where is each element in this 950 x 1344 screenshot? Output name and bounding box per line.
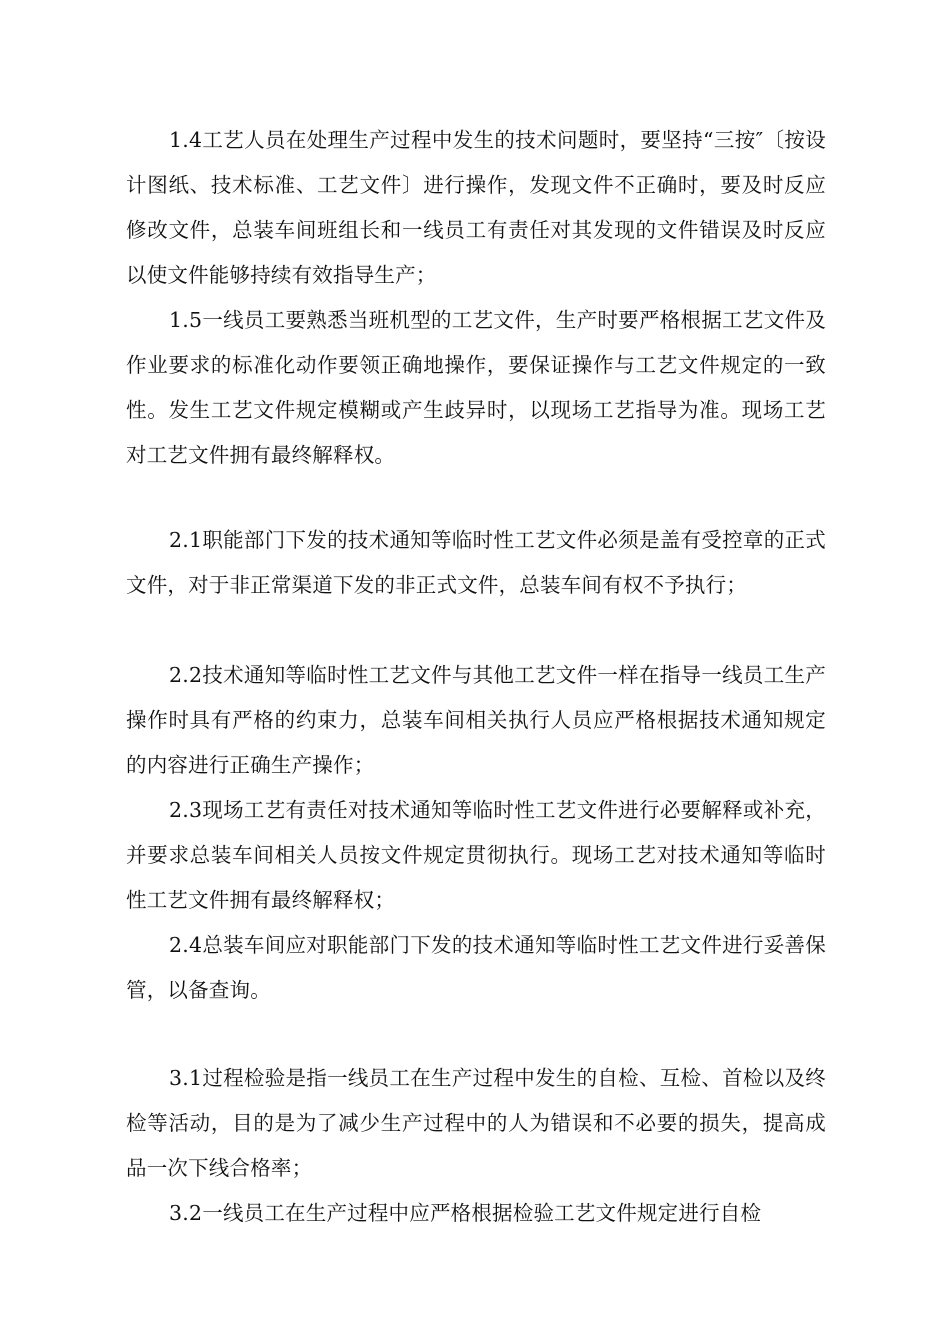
paragraph-2-1: 2.1职能部门下发的技术通知等临时性工艺文件必须是盖有受控章的正式文件，对于非正常渠道下发的非正式文件，总装车间有权不予执行； xyxy=(126,528,826,597)
paragraph-2-3: 2.3现场工艺有责任对技术通知等临时性工艺文件进行必要解释或补充，并要求总装车间相关人员按文件规定贯彻执行。现场工艺对技术通知等临时性工艺文件拥有最终解释权； xyxy=(126,798,826,912)
paragraph-2-4: 2.4总装车间应对职能部门下发的技术通知等临时性工艺文件进行妥善保管，以备查询。 xyxy=(126,933,826,1002)
paragraph-1-4: 1.4工艺人员在处理生产过程中发生的技术问题时，要坚持“三按″〔按设计图纸、技术标准、工艺文件〕进行操作，发现文件不正确时，要及时反应修改文件，总装车间班组长和一线员工有责任对其发现的文件错误及时反应以使文件能够持续有效指导生产； xyxy=(126,128,826,287)
paragraph-3-2: 3.2一线员工在生产过程中应严格根据检验工艺文件规定进行自检 xyxy=(169,1201,762,1225)
paragraph-3-1: 3.1过程检验是指一线员工在生产过程中发生的自检、互检、首检以及终检等活动，目的是为了减少生产过程中的人为错误和不必要的损失，提高成品一次下线合格率； xyxy=(126,1066,826,1180)
paragraph-2-2: 2.2技术通知等临时性工艺文件与其他工艺文件一样在指导一线员工生产操作时具有严格的约束力，总装车间相关执行人员应严格根据技术通知规定的内容进行正确生产操作； xyxy=(126,663,826,777)
paragraph-1-5: 1.5一线员工要熟悉当班机型的工艺文件，生产时要严格根据工艺文件及作业要求的标准化动作要领正确地操作，要保证操作与工艺文件规定的一致性。发生工艺文件规定模糊或产生歧异时，以现场工艺指导为准。现场工艺对工艺文件拥有最终解释权。 xyxy=(126,308,826,467)
